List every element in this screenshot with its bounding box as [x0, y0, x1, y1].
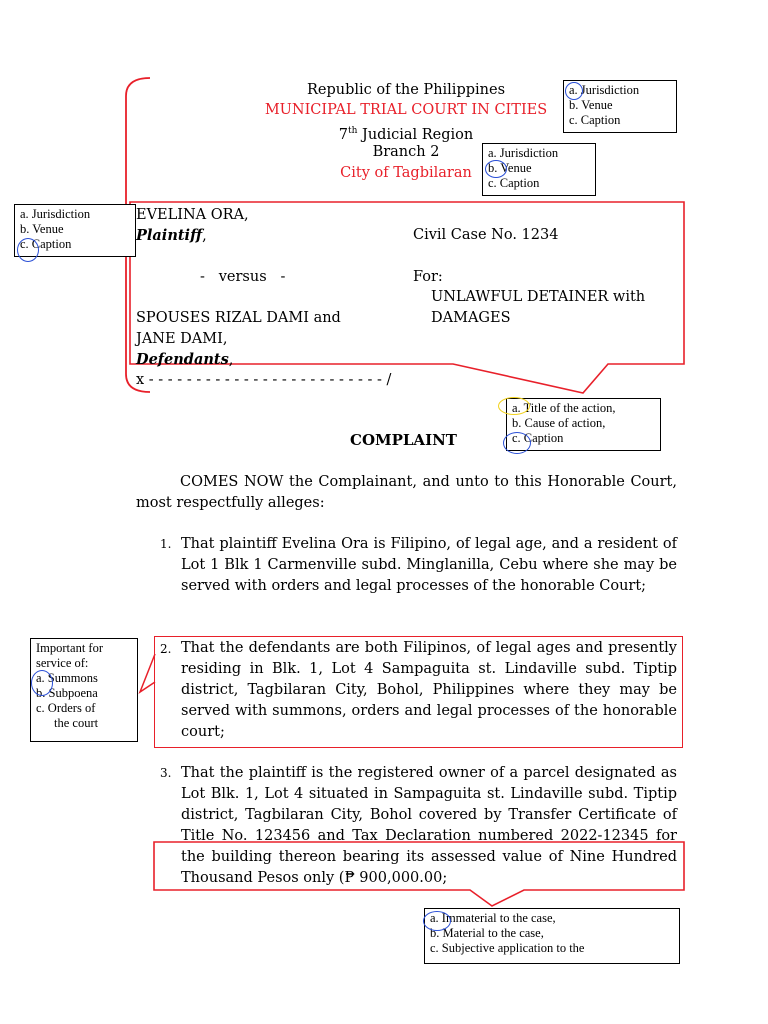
branch-line: Branch 2 — [372, 144, 440, 160]
plaintiff-role: Plaintiff — [136, 227, 203, 244]
defendant-role: Defendants — [136, 351, 229, 368]
circle-mark — [423, 911, 451, 931]
value-callout — [152, 840, 688, 910]
complaint-title: COMPLAINT — [350, 431, 457, 449]
note-option: c. Orders of — [36, 701, 96, 715]
court-name: MUNICIPAL TRIAL COURT IN CITIES — [264, 102, 548, 118]
note-option: a. Jurisdiction — [569, 83, 640, 97]
note-option: a. Title of the action, — [512, 401, 616, 415]
circle-mark — [498, 397, 530, 415]
note-option: c. Caption — [512, 431, 564, 445]
versus-line: - versus - — [200, 269, 286, 285]
circle-mark — [485, 160, 507, 178]
value-options-note — [424, 908, 680, 964]
paragraph-3-text: That the plaintiff is the registered owner of a parcel designated as Lot Blk. 1, Lot 4 situated in Sampaguita st. Lindaville subd. Tiptip district, Tagbilaran City, Bohol covered by Transfer Certificate of Title No. 123456 and Tax Declaration numbered 2022-12345 for the building thereon bearing its assessed value of Nine Hundred Thousand Pesos only (₱ 900,000.00; — [181, 765, 677, 886]
paragraph-1-number: 1. — [160, 537, 172, 551]
note-option: a. Immaterial to the case, — [430, 911, 556, 925]
note-option: a. Jurisdiction — [488, 146, 559, 160]
defendant-role-comma: , — [228, 352, 234, 368]
circle-mark — [31, 670, 53, 696]
region-number: 7 — [338, 126, 348, 143]
note-option: b. Venue — [488, 161, 532, 175]
action-line-1: UNLAWFUL DETAINER with — [431, 289, 646, 305]
region-suffix: th — [347, 126, 358, 136]
for-label: For: — [413, 269, 443, 285]
paragraph-2-highlight — [154, 636, 683, 748]
plaintiff-role-line — [136, 225, 207, 247]
caption-separator: x - - - - - - - - - - - - - - - - - - - - - - - - - / — [136, 372, 392, 388]
note-option: c. Caption — [569, 113, 621, 127]
note-heading: service of: — [36, 656, 89, 670]
case-number: Civil Case No. 1234 — [413, 227, 559, 243]
note-option: b. Cause of action, — [512, 416, 606, 430]
circle-mark — [503, 432, 531, 454]
note-option: b. Material to the case, — [430, 926, 544, 940]
note-heading: Important for — [36, 641, 103, 655]
paragraph-2-text: That the defendants are both Filipinos, of legal ages and presently residing in Blk. 1, Lot 4 Sampaguita st. Lindaville subd. Tiptip district, Tagbilaran City, Bohol, Philippines where they may be served with summons, orders and legal processes of the honorable court; — [181, 640, 677, 740]
note-option: b. Subpoena — [36, 686, 98, 700]
city-line: City of Tagbilaran — [340, 165, 472, 181]
service-callout-pointer — [138, 652, 158, 696]
paragraph-2-number: 2. — [160, 642, 172, 656]
note-option: c. Caption — [488, 176, 540, 190]
plaintiff-name: EVELINA ORA, — [136, 207, 249, 223]
note-option: a. Jurisdiction — [20, 207, 91, 221]
paragraph-3-number: 3. — [160, 766, 172, 780]
plaintiff-role-comma: , — [202, 228, 207, 244]
action-line-2: DAMAGES — [431, 310, 511, 326]
circle-mark — [565, 82, 583, 100]
paragraph-1-text: That plaintiff Evelina Ora is Filipino, of legal age, and a resident of Lot 1 Blk 1 Carmenville subd. Minglanilla, Cebu where she may be served with orders and legal processes of the honorable Court; — [181, 536, 677, 594]
note-option: b. Venue — [20, 222, 64, 236]
intro-paragraph: COMES NOW the Complainant, and unto to this Honorable Court, most respectfully alleges: — [136, 474, 677, 511]
defendant-line-1: SPOUSES RIZAL DAMI and — [136, 310, 341, 326]
defendant-line-2: JANE DAMI, — [136, 331, 228, 347]
note-option: c. Subjective application to the — [430, 941, 585, 955]
note-option: b. Venue — [569, 98, 613, 112]
region-text: Judicial Region — [357, 126, 474, 143]
note-option: a. Summons — [36, 671, 98, 685]
note-option: the court — [54, 716, 99, 730]
defendant-role-line — [136, 349, 233, 371]
republic-line: Republic of the Philippines — [306, 82, 506, 98]
note-option: c. Caption — [20, 237, 72, 251]
circle-mark — [17, 238, 39, 262]
